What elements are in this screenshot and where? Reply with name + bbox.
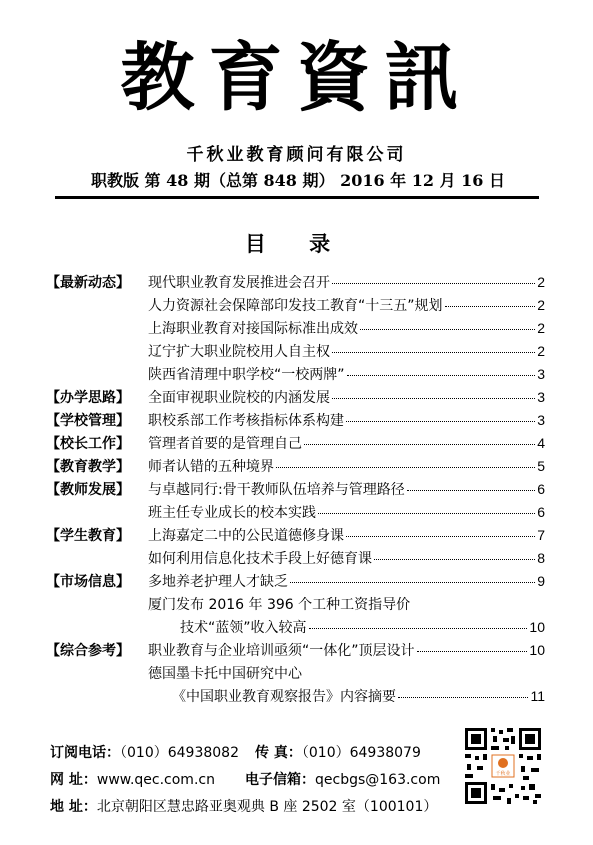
toc-entry-page: 6 — [537, 504, 545, 520]
phone-value: （010）64938082 — [120, 745, 239, 761]
toc-leader-dots — [407, 489, 535, 491]
issue-line: 职教版 第 48 期（总第 848 期） 2016 年 12 月 16 日 — [90, 171, 505, 190]
toc-leader-dots — [346, 420, 535, 422]
toc-entry[interactable] — [148, 525, 545, 545]
header-divider — [55, 196, 539, 199]
toc-leader-dots — [290, 581, 535, 583]
toc-entry-page: 2 — [537, 343, 545, 359]
toc-entry-title: 师者认错的五种境界 — [148, 459, 274, 475]
toc-entry[interactable] — [148, 272, 545, 292]
toc-leader-dots — [332, 351, 535, 353]
toc-leader-dots — [332, 282, 535, 284]
toc-leader-dots — [398, 696, 528, 698]
toc-entry[interactable] — [148, 387, 545, 407]
toc-entry-page: 9 — [537, 573, 545, 589]
toc-section-label: 【最新动态】 — [46, 275, 130, 291]
toc-entry-title: 《中国职业教育观察报告》内容摘要 — [172, 689, 396, 705]
address-label: 地 址： — [50, 799, 97, 815]
fax-value: （010）64938079 — [301, 745, 421, 761]
qr-code-icon — [463, 726, 543, 806]
toc-entry-page: 10 — [529, 642, 545, 658]
toc-entry-page: 7 — [537, 527, 545, 543]
toc-leader-dots — [309, 627, 528, 629]
toc-entry-page: 2 — [537, 274, 545, 290]
toc-section-label: 【教育教学】 — [46, 459, 130, 475]
toc-leader-dots — [374, 558, 535, 560]
toc-entry-title: 与卓越同行:骨干教师队伍培养与管理路径 — [148, 482, 405, 498]
toc-entry-page: 2 — [537, 320, 545, 336]
toc-entry-title: 如何利用信息化技术手段上好德育课 — [148, 551, 372, 567]
toc-entry[interactable] — [172, 686, 545, 706]
toc-section-label: 【教师发展】 — [46, 482, 130, 498]
toc-leader-dots — [417, 650, 528, 652]
web-link[interactable]: www.qec.com.cn — [96, 772, 215, 788]
toc-entry[interactable] — [148, 295, 545, 315]
toc-entry-title: 职业教育与企业培训亟须“一体化”顶层设计 — [148, 643, 415, 659]
toc-entry-title: 上海职业教育对接国际标准出成效 — [148, 321, 358, 337]
address-value: 北京朝阳区慧忠路亚奥观典 B 座 2502 室（100101） — [96, 799, 438, 815]
toc-entry-title: 技术“蓝领”收入较高 — [180, 620, 307, 636]
fax-label: 传 真： — [255, 745, 302, 761]
toc-entry-title: 辽宁扩大职业院校用人自主权 — [148, 344, 330, 360]
toc-entry-title: 陕西省清理中职学校“一校两牌” — [148, 367, 345, 383]
toc-entry[interactable] — [148, 548, 545, 568]
email — [245, 769, 440, 789]
toc-leader-dots — [346, 535, 535, 537]
toc-entry-title: 多地养老护理人才缺乏 — [148, 574, 288, 590]
toc-entry-page: 10 — [529, 619, 545, 635]
toc-entry-title: 职校系部工作考核指标体系构建 — [148, 413, 344, 429]
toc-entry-page: 3 — [537, 389, 545, 405]
toc-leader-dots — [276, 466, 535, 468]
toc-section-label: 【综合参考】 — [46, 643, 130, 659]
toc-entry[interactable] — [180, 617, 545, 637]
toc-entry[interactable] — [148, 341, 545, 361]
toc-leader-dots — [445, 305, 536, 307]
toc-entry-page: 6 — [537, 481, 545, 497]
fax — [255, 742, 421, 762]
web-label: 网 址： — [50, 772, 97, 788]
address — [50, 796, 437, 816]
toc-entry[interactable] — [148, 456, 545, 476]
toc-entry[interactable] — [148, 640, 545, 660]
toc-entry-page: 3 — [537, 366, 545, 382]
toc-leader-dots — [360, 328, 535, 330]
email-label: 电子信箱： — [245, 772, 315, 788]
toc-entry-title: 现代职业教育发展推进会召开 — [148, 275, 330, 291]
toc-entry[interactable] — [148, 433, 545, 453]
qr-center-label: 千秋业 — [495, 771, 511, 777]
toc-entry-title: 全面审视职业院校的内涵发展 — [148, 390, 330, 406]
toc-section-label: 【学校管理】 — [46, 413, 130, 429]
toc-entry[interactable] — [148, 571, 545, 591]
toc-entry[interactable] — [148, 410, 545, 430]
subscription-phone — [50, 742, 239, 762]
toc-title: 目 录 — [244, 231, 349, 256]
email-link[interactable]: qecbgs@163.com — [315, 772, 441, 788]
toc-section-label: 【校长工作】 — [46, 436, 130, 452]
toc-leader-dots — [304, 443, 535, 445]
toc-entry[interactable] — [148, 364, 545, 384]
toc-entry[interactable] — [148, 479, 545, 499]
toc-entry-page: 2 — [537, 297, 545, 313]
toc-leader-dots — [332, 397, 535, 399]
toc-section-label: 【市场信息】 — [46, 574, 130, 590]
toc-entry-title: 班主任专业成长的校本实践 — [148, 505, 316, 521]
toc-entry[interactable] — [148, 318, 545, 338]
toc-entry[interactable] — [148, 502, 545, 522]
masthead-title: 教育資訊 — [120, 35, 473, 121]
website — [50, 769, 215, 789]
toc-entry-title: 管理者首要的是管理自己 — [148, 436, 302, 452]
toc-entry-title: 人力资源社会保障部印发技工教育“十三五”规划 — [148, 298, 443, 314]
toc-section-label: 【办学思路】 — [46, 390, 130, 406]
toc-entry-title[interactable]: 德国墨卡托中国研究中心 — [148, 666, 302, 682]
toc-section-label: 【学生教育】 — [46, 528, 130, 544]
toc-leader-dots — [318, 512, 535, 514]
toc-entry-title[interactable]: 厦门发布 2016 年 396 个工种工资指导价 — [148, 597, 411, 613]
phone-label: 订阅电话： — [50, 745, 120, 761]
toc-entry-page: 4 — [537, 435, 545, 451]
toc-entry-page: 5 — [537, 458, 545, 474]
toc-entry-title: 上海嘉定二中的公民道德修身课 — [148, 528, 344, 544]
toc-entry-page: 8 — [537, 550, 545, 566]
toc-entry-page: 11 — [530, 688, 545, 704]
toc-entry-page: 3 — [537, 412, 545, 428]
qr-code-graphic — [463, 726, 543, 806]
company-name: 千秋业教育顾问有限公司 — [186, 145, 407, 165]
toc-leader-dots — [347, 374, 536, 376]
